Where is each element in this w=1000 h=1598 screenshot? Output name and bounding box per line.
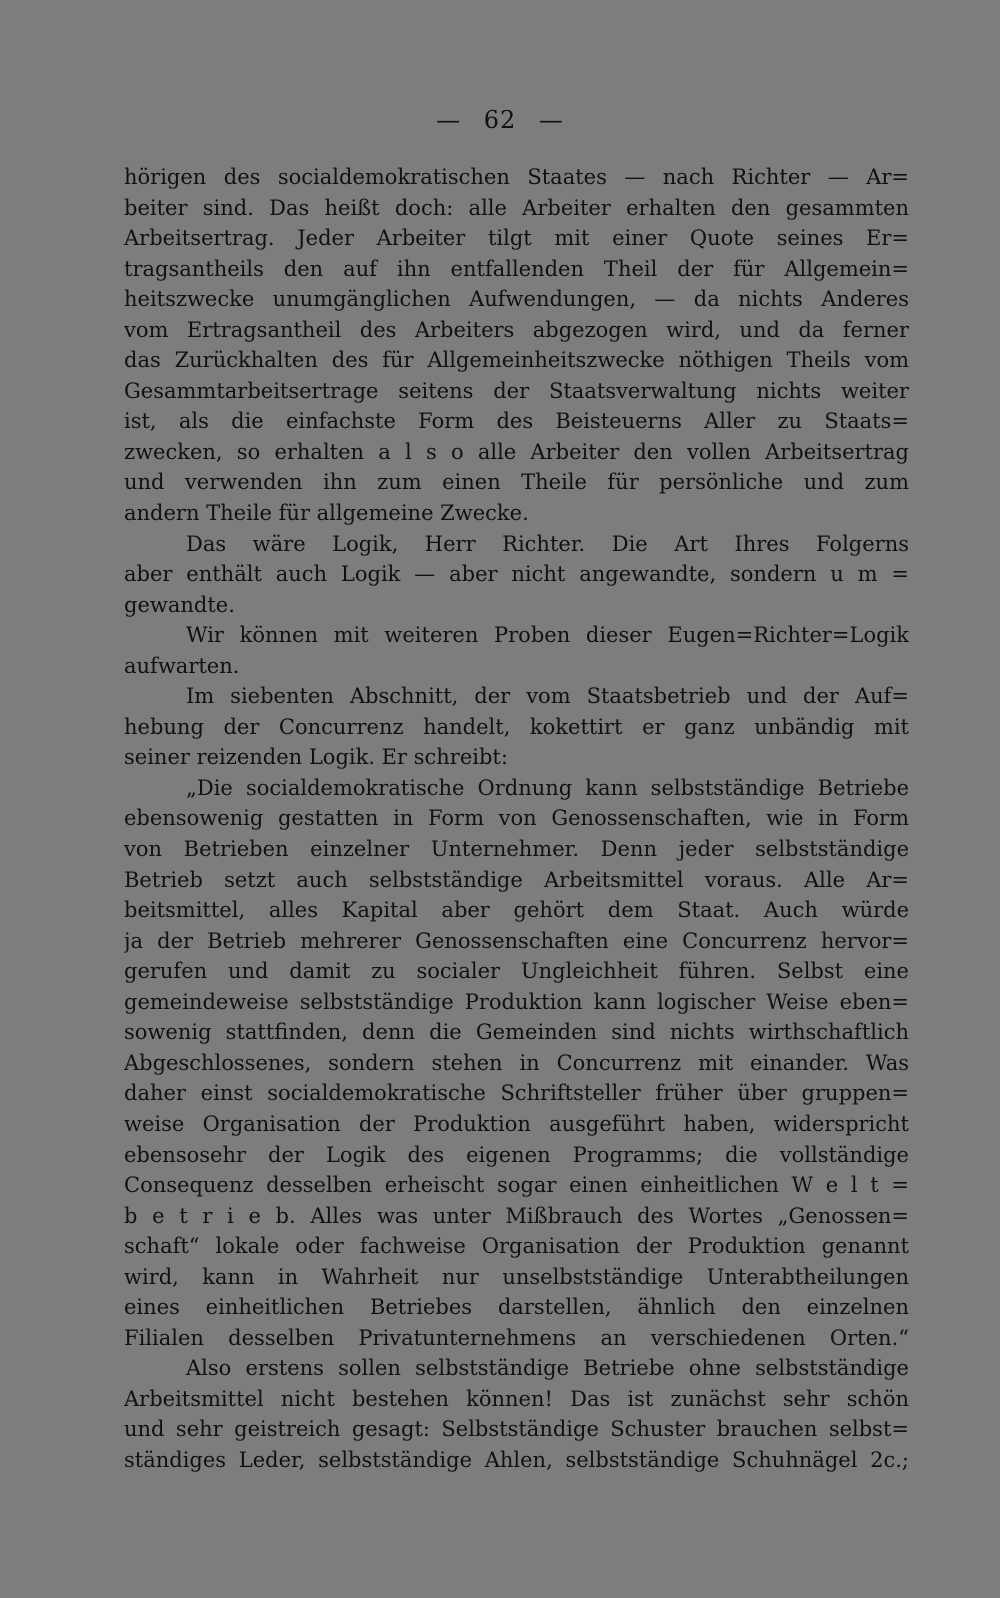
text-line: Gesammtarbeitsertrage seitens der Staatsverwaltung nichts weiter — [124, 378, 909, 403]
text-line: Im siebenten Abschnitt, der vom Staatsbetrieb und der Auf= — [186, 684, 909, 709]
text-line: beiter sind. Das heißt doch: alle Arbeiter erhalten den gesammten — [124, 195, 909, 220]
text-line: Wir können mit weiteren Proben dieser Eugen=Richter=Logik — [186, 623, 909, 648]
text-line: das Zurückhalten des für Allgemeinheitszwecke nöthigen Theils vom — [124, 348, 909, 373]
text-line: Consequenz desselben erheischt sogar einen einheitlichen W e l t = — [124, 1173, 909, 1198]
text-line: Arbeitsertrag. Jeder Arbeiter tilgt mit einer Quote seines Er= — [124, 226, 909, 251]
text-line: seiner reizenden Logik. Er schreibt: — [124, 745, 508, 770]
text-line: „Die socialdemokratische Ordnung kann selbstständige Betriebe — [186, 775, 909, 800]
text-line: aber enthält auch Logik — aber nicht angewandte, sondern u m = — [124, 562, 909, 587]
page-number: — 62 — — [436, 106, 564, 134]
text-line: ebensosehr der Logik des eigenen Programms; die vollständige — [124, 1142, 909, 1167]
text-line: Arbeitsmittel nicht bestehen können! Das ist zunächst sehr schön — [124, 1386, 909, 1411]
text-line: ebensowenig gestatten in Form von Genossenschaften, wie in Form — [124, 806, 909, 831]
text-line: Also erstens sollen selbstständige Betriebe ohne selbstständige — [186, 1356, 909, 1381]
text-line: Betrieb setzt auch selbstständige Arbeitsmittel voraus. Alle Ar= — [124, 867, 909, 892]
text-line: hebung der Concurrenz handelt, kokettirt er ganz unbändig mit — [124, 714, 909, 739]
text-line: Filialen desselben Privatunternehmens an verschiedenen Orten.“ — [124, 1325, 909, 1350]
text-line: eines einheitlichen Betriebes darstellen, ähnlich den einzelnen — [124, 1295, 909, 1320]
text-line: weise Organisation der Produktion ausgeführt haben, widerspricht — [124, 1111, 909, 1136]
text-line: wird, kann in Wahrheit nur unselbstständige Unterabtheilungen — [124, 1264, 909, 1289]
text-line: sowenig stattfinden, denn die Gemeinden sind nichts wirthschaftlich — [124, 1020, 909, 1045]
text-line: gemeindeweise selbstständige Produktion kann logischer Weise eben= — [124, 989, 909, 1014]
text-line: aufwarten. — [124, 653, 240, 678]
text-line: ständiges Leder, selbstständige Ahlen, selbstständige Schuhnägel 2c.; — [124, 1447, 909, 1472]
body-text — [124, 162, 909, 1476]
text-line: schaft“ lokale oder fachweise Organisation der Produktion genannt — [124, 1234, 909, 1259]
text-line: und sehr geistreich gesagt: Selbstständige Schuster brauchen selbst= — [124, 1417, 909, 1442]
text-line: gerufen und damit zu socialer Ungleichheit führen. Selbst eine — [124, 959, 909, 984]
text-line: hörigen des socialdemokratischen Staates — nach Richter — Ar= — [124, 165, 909, 189]
text-line: Das wäre Logik, Herr Richter. Die Art Ihres Folgerns — [186, 531, 909, 556]
text-line: b e t r i e b. Alles was unter Mißbrauch des Wortes „Genossen= — [124, 1203, 909, 1228]
text-line: tragsantheils den auf ihn entfallenden Theil der für Allgemein= — [124, 256, 909, 281]
text-line: beitsmittel, alles Kapital aber gehört dem Staat. Auch würde — [124, 898, 909, 923]
text-line: und verwenden ihn zum einen Theile für persönliche und zum — [124, 470, 909, 495]
text-line: vom Ertragsantheil des Arbeiters abgezogen wird, und da ferner — [124, 317, 909, 342]
text-line: ist, als die einfachste Form des Beisteuerns Aller zu Staats= — [124, 409, 909, 434]
text-line: Abgeschlossenes, sondern stehen in Concurrenz mit einander. Was — [124, 1050, 909, 1075]
text-line: ja der Betrieb mehrerer Genossenschaften eine Concurrenz hervor= — [124, 928, 909, 953]
text-line: zwecken, so erhalten a l s o alle Arbeiter den vollen Arbeitsertrag — [124, 439, 909, 464]
text-line: heitszwecke unumgänglichen Aufwendungen, — da nichts Anderes — [124, 287, 909, 312]
text-line: daher einst socialdemokratische Schriftsteller früher über gruppen= — [124, 1081, 909, 1106]
text-line: von Betrieben einzelner Unternehmer. Denn jeder selbstständige — [124, 837, 909, 862]
text-line: andern Theile für allgemeine Zwecke. — [124, 501, 529, 526]
text-line: gewandte. — [124, 592, 235, 617]
